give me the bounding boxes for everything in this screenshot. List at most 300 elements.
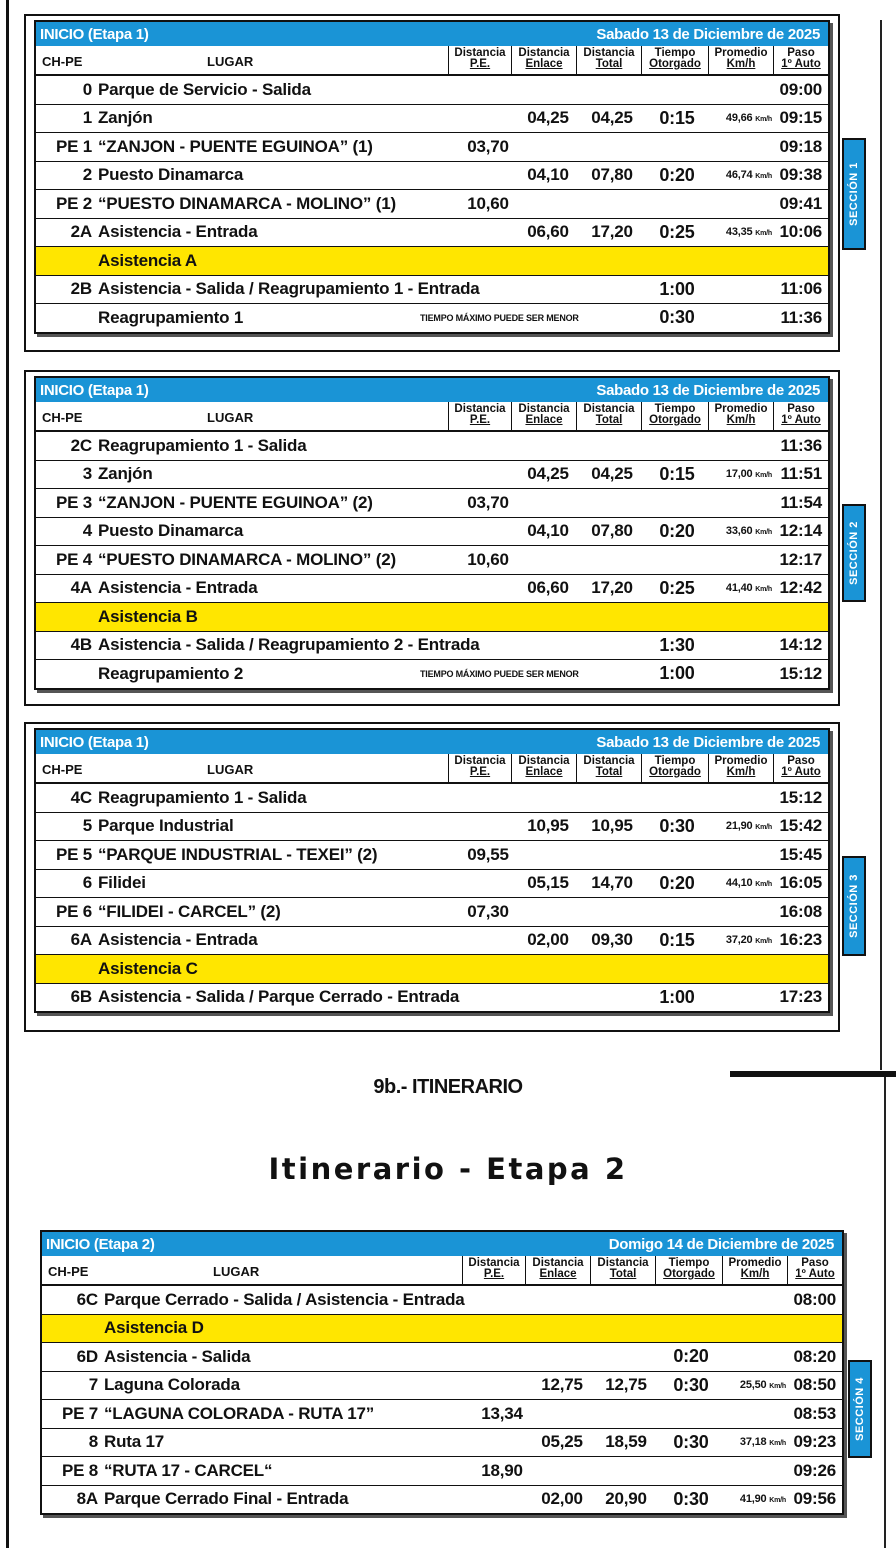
cell-paso: 16:05 xyxy=(779,873,822,893)
col-paso xyxy=(787,1256,842,1284)
cell-code: 4 xyxy=(82,521,92,541)
col-header-line: P.E. xyxy=(469,58,491,70)
header-date: Sabado 13 de Diciembre de 2025 xyxy=(596,25,820,43)
col-header-line: Km/h xyxy=(740,1268,770,1280)
col-header-line: Tiempo xyxy=(654,47,696,59)
itinerary-row xyxy=(36,870,828,899)
col-promedio xyxy=(722,1256,787,1284)
cell-paso: 11:54 xyxy=(780,492,822,512)
table-header xyxy=(36,730,828,754)
cell-promedio: 37,20 Km/h xyxy=(725,934,772,947)
cell-paso: 11:36 xyxy=(780,307,822,327)
cell-promedio: 46,74 Km/h xyxy=(725,169,772,182)
cell-paso: 09:41 xyxy=(779,193,822,213)
cell-note: TIEMPO MÁXIMO PUEDE SER MENOR xyxy=(420,312,579,323)
cell-dist-total: 17,20 xyxy=(591,222,633,242)
col-header-line: Promedio xyxy=(714,755,768,767)
cell-code: PE 4 xyxy=(55,549,92,569)
cell-dist-pe: 09,55 xyxy=(467,844,509,864)
itinerary-row xyxy=(36,133,828,162)
cell-place: “RUTA 17 - CARCEL“ xyxy=(104,1460,273,1480)
cell-tiempo: 0:20 xyxy=(659,872,695,893)
cell-place: “PUESTO DINAMARCA - MOLINO” (2) xyxy=(98,549,396,569)
itinerary-row xyxy=(42,1400,842,1429)
cell-dist-enlace: 04,25 xyxy=(527,464,569,484)
assistance-row xyxy=(36,955,828,984)
section-title: 9b.- ITINERARIO xyxy=(373,1076,523,1098)
cell-code: 6 xyxy=(82,873,92,893)
page-right-edge-lower xyxy=(884,1072,886,1548)
cell-code: 6C xyxy=(76,1289,98,1309)
col-header-line: Distancia xyxy=(454,755,506,767)
itinerary-row xyxy=(36,105,828,134)
cell-paso: 08:20 xyxy=(793,1346,836,1366)
cell-place: Ruta 17 xyxy=(104,1432,165,1452)
cell-dist-enlace: 04,10 xyxy=(527,521,569,541)
col-dist_enl xyxy=(511,402,576,430)
col-promedio xyxy=(708,402,773,430)
cell-code: 4C xyxy=(70,787,92,807)
cell-paso: 09:23 xyxy=(793,1432,836,1452)
cell-place: Reagrupamiento 1 - Salida xyxy=(98,435,307,455)
col-dist_enl xyxy=(525,1256,590,1284)
column-headers xyxy=(36,402,828,432)
cell-dist-enlace: 05,25 xyxy=(541,1432,583,1452)
header-left: INICIO (Etapa 2) xyxy=(46,1235,155,1253)
cell-tiempo: 0:30 xyxy=(659,815,695,836)
header-left: INICIO (Etapa 1) xyxy=(40,25,149,43)
col-header-line: Otorgado xyxy=(649,766,701,778)
cell-place: Asistencia A xyxy=(98,250,198,270)
col-header-line: 1º Auto xyxy=(781,766,821,778)
cell-code: PE 2 xyxy=(55,193,92,213)
cell-dist-enlace: 10,95 xyxy=(527,816,569,836)
col-header-line: 1º Auto xyxy=(781,414,821,426)
assistance-row xyxy=(36,603,828,632)
cell-dist-enlace: 06,60 xyxy=(527,222,569,242)
cell-place: “ZANJON - PUENTE EGUINOA” (1) xyxy=(98,136,373,156)
cell-place: Parque Industrial xyxy=(98,816,234,836)
cell-paso: 17:23 xyxy=(779,987,822,1007)
speed-unit: Km/h xyxy=(755,824,772,832)
cell-dist-enlace: 06,60 xyxy=(527,578,569,598)
cell-tiempo: 0:20 xyxy=(659,520,695,541)
cell-place: “LAGUNA COLORADA - RUTA 17” xyxy=(104,1403,375,1423)
cell-place: “PUESTO DINAMARCA - MOLINO” (1) xyxy=(98,193,396,213)
cell-dist-pe: 07,30 xyxy=(467,901,509,921)
itinerary-row xyxy=(42,1343,842,1372)
col-header-line: Km/h xyxy=(726,414,756,426)
col-header-line: 1º Auto xyxy=(795,1268,835,1280)
cell-paso: 09:56 xyxy=(793,1489,836,1509)
col-header-line: Total xyxy=(595,58,623,70)
cell-code: PE 1 xyxy=(55,136,92,156)
cell-place: Zanjón xyxy=(98,464,153,484)
col-header-line: Distancia xyxy=(532,1257,584,1269)
cell-place: Parque Cerrado Final - Entrada xyxy=(104,1489,349,1509)
cell-dist-pe: 10,60 xyxy=(467,549,509,569)
col-header-line: Distancia xyxy=(454,403,506,415)
speed-unit: Km/h xyxy=(755,586,772,594)
cell-dist-total: 20,90 xyxy=(605,1489,647,1509)
cell-place: Asistencia - Salida xyxy=(104,1346,251,1366)
col-header-line: Otorgado xyxy=(663,1268,715,1280)
cell-paso: 11:36 xyxy=(780,435,822,455)
cell-tiempo: 1:00 xyxy=(659,986,695,1007)
cell-code: 2C xyxy=(70,435,92,455)
itinerary-table xyxy=(40,1230,844,1515)
cell-paso: 08:50 xyxy=(793,1375,836,1395)
section-tab-label: SECCIÓN 4 xyxy=(854,1377,867,1441)
col-paso xyxy=(773,402,828,430)
cell-tiempo: 0:15 xyxy=(659,107,695,128)
cell-place: Asistencia - Salida / Parque Cerrado - Entrada xyxy=(98,987,460,1007)
cell-paso: 11:06 xyxy=(780,279,822,299)
col-header-line: Distancia xyxy=(583,47,635,59)
section-tab-label: SECCIÓN 2 xyxy=(848,521,861,585)
col-header-line: Km/h xyxy=(726,766,756,778)
itinerary-row xyxy=(36,461,828,490)
itinerary-row xyxy=(36,575,828,604)
cell-paso: 16:23 xyxy=(779,930,822,950)
cell-paso: 11:51 xyxy=(780,464,822,484)
cell-place: Puesto Dinamarca xyxy=(98,165,244,185)
header-date: Sabado 13 de Diciembre de 2025 xyxy=(596,733,820,751)
col-paso xyxy=(773,46,828,74)
cell-paso: 08:00 xyxy=(793,1289,836,1309)
cell-code: 4A xyxy=(70,578,92,598)
cell-place: Reagrupamiento 2 xyxy=(98,663,244,683)
col-tiempo xyxy=(641,46,708,74)
cell-tiempo: 0:25 xyxy=(659,221,695,242)
cell-paso: 08:53 xyxy=(793,1403,836,1423)
cell-tiempo: 1:00 xyxy=(659,663,695,684)
itinerary-table xyxy=(34,728,830,1013)
cell-code: PE 8 xyxy=(61,1460,98,1480)
col-header-line: Promedio xyxy=(714,47,768,59)
cell-tiempo: 0:30 xyxy=(673,1488,709,1509)
cell-code: 2 xyxy=(82,165,92,185)
cell-tiempo: 0:15 xyxy=(659,929,695,950)
cell-paso: 15:12 xyxy=(779,663,822,683)
assistance-row xyxy=(42,1315,842,1344)
itinerary-row xyxy=(36,489,828,518)
cell-code: 2A xyxy=(70,222,92,242)
cell-place: “PARQUE INDUSTRIAL - TEXEI” (2) xyxy=(98,844,378,864)
col-chpe: CH-PE xyxy=(42,410,83,425)
cell-tiempo: 0:30 xyxy=(673,1431,709,1452)
col-header-line: Paso xyxy=(801,1257,829,1269)
cell-dist-enlace: 04,10 xyxy=(527,165,569,185)
col-header-line: Total xyxy=(609,1268,637,1280)
cell-paso: 12:42 xyxy=(779,578,822,598)
itinerary-row xyxy=(42,1429,842,1458)
col-dist_tot xyxy=(576,754,641,782)
col-lugar: LUGAR xyxy=(207,54,254,69)
cell-paso: 15:42 xyxy=(779,816,822,836)
speed-unit: Km/h xyxy=(755,881,772,889)
cell-paso: 15:12 xyxy=(779,787,822,807)
cell-code: 3 xyxy=(82,464,92,484)
col-header-line: Distancia xyxy=(518,403,570,415)
itinerary-table xyxy=(34,20,830,334)
cell-tiempo: 0:30 xyxy=(659,307,695,328)
speed-unit: Km/h xyxy=(769,1497,786,1505)
itinerary-row xyxy=(36,660,828,688)
col-header-line: Distancia xyxy=(583,755,635,767)
section-tab-label: SECCIÓN 1 xyxy=(848,162,861,226)
cell-code: 8 xyxy=(88,1432,98,1452)
cell-promedio: 33,60 Km/h xyxy=(725,525,772,538)
col-lugar: LUGAR xyxy=(213,1264,260,1279)
col-header-line: Distancia xyxy=(597,1257,649,1269)
cell-code: 6D xyxy=(76,1346,98,1366)
cell-dist-total: 10,95 xyxy=(591,816,633,836)
col-header-line: Tiempo xyxy=(668,1257,710,1269)
cell-dist-total: 18,59 xyxy=(605,1432,647,1452)
cell-paso: 14:12 xyxy=(779,635,822,655)
section-tab xyxy=(842,856,866,956)
itinerary-row xyxy=(42,1457,842,1486)
cell-place: Asistencia - Entrada xyxy=(98,578,258,598)
cell-dist-total: 07,80 xyxy=(591,521,633,541)
cell-code: 7 xyxy=(88,1375,98,1395)
cell-code: 0 xyxy=(82,79,92,99)
col-dist_pe xyxy=(448,46,511,74)
cell-promedio: 25,50 Km/h xyxy=(739,1379,786,1392)
table-header xyxy=(36,22,828,46)
speed-unit: Km/h xyxy=(755,230,772,238)
col-header-line: Enlace xyxy=(525,414,563,426)
col-dist_pe xyxy=(462,1256,525,1284)
cell-code: 4B xyxy=(70,635,92,655)
cell-code: 6A xyxy=(70,930,92,950)
speed-unit: Km/h xyxy=(755,472,772,480)
cell-paso: 15:45 xyxy=(779,844,822,864)
cell-place: Asistencia - Salida / Reagrupamiento 2 - Entrada xyxy=(98,635,480,655)
itinerary-row xyxy=(36,76,828,105)
cell-place: Parque de Servicio - Salida xyxy=(98,79,311,99)
col-header-line: Enlace xyxy=(525,58,563,70)
itinerary-row xyxy=(36,841,828,870)
itinerary-row xyxy=(36,162,828,191)
itinerary-row xyxy=(36,518,828,547)
col-header-line: 1º Auto xyxy=(781,58,821,70)
cell-dist-pe: 13,34 xyxy=(481,1403,523,1423)
col-dist_tot xyxy=(590,1256,655,1284)
col-dist_pe xyxy=(448,754,511,782)
cell-promedio: 41,40 Km/h xyxy=(725,582,772,595)
cell-place: Filidei xyxy=(98,873,146,893)
col-dist_pe xyxy=(448,402,511,430)
cell-place: Asistencia - Entrada xyxy=(98,222,258,242)
cell-place: Laguna Colorada xyxy=(104,1375,240,1395)
cell-place: Parque Cerrado - Salida / Asistencia - Entrada xyxy=(104,1289,465,1309)
assistance-row xyxy=(36,247,828,276)
cell-code: 6B xyxy=(70,987,92,1007)
page-left-edge xyxy=(6,0,9,1548)
itinerary-row xyxy=(36,432,828,461)
cell-promedio: 17,00 Km/h xyxy=(725,468,772,481)
table-header xyxy=(42,1232,842,1256)
col-header-line: Paso xyxy=(787,755,815,767)
col-tiempo xyxy=(641,402,708,430)
speed-unit: Km/h xyxy=(769,1440,786,1448)
cell-paso: 09:15 xyxy=(779,108,822,128)
column-headers xyxy=(36,46,828,76)
column-headers xyxy=(42,1256,842,1286)
cell-dist-total: 07,80 xyxy=(591,165,633,185)
itinerary-table xyxy=(34,376,830,690)
col-dist_tot xyxy=(576,46,641,74)
col-header-line: P.E. xyxy=(469,414,491,426)
cell-paso: 09:18 xyxy=(779,136,822,156)
col-header-line: Paso xyxy=(787,403,815,415)
col-header-line: Otorgado xyxy=(649,414,701,426)
cell-dist-total: 14,70 xyxy=(591,873,633,893)
cell-paso: 09:00 xyxy=(779,79,822,99)
table-header xyxy=(36,378,828,402)
cell-place: Asistencia - Salida / Reagrupamiento 1 - Entrada xyxy=(98,279,480,299)
speed-unit: Km/h xyxy=(755,938,772,946)
speed-unit: Km/h xyxy=(755,116,772,124)
cell-code: PE 3 xyxy=(55,492,92,512)
col-chpe: CH-PE xyxy=(42,762,83,777)
col-header-line: Enlace xyxy=(525,766,563,778)
cell-code: 5 xyxy=(82,816,92,836)
col-chpe: CH-PE xyxy=(42,54,83,69)
cell-place: Reagrupamiento 1 xyxy=(98,307,244,327)
col-promedio xyxy=(708,46,773,74)
col-dist_tot xyxy=(576,402,641,430)
itinerary-row xyxy=(42,1486,842,1514)
col-header-line: Distancia xyxy=(518,755,570,767)
cell-promedio: 44,10 Km/h xyxy=(725,877,772,890)
section-tab xyxy=(842,138,866,250)
itinerary-row xyxy=(36,190,828,219)
col-header-line: Distancia xyxy=(454,47,506,59)
stage2-title: Itinerario - Etapa 2 xyxy=(268,1152,628,1186)
cell-note: TIEMPO MÁXIMO PUEDE SER MENOR xyxy=(420,668,579,679)
col-promedio xyxy=(708,754,773,782)
cell-paso: 10:06 xyxy=(779,222,822,242)
speed-unit: Km/h xyxy=(755,529,772,537)
cell-dist-enlace: 05,15 xyxy=(527,873,569,893)
itinerary-row xyxy=(36,276,828,305)
col-header-line: Km/h xyxy=(726,58,756,70)
cell-place: Asistencia - Entrada xyxy=(98,930,258,950)
col-header-line: P.E. xyxy=(483,1268,505,1280)
cell-dist-total: 04,25 xyxy=(591,108,633,128)
cell-place: Reagrupamiento 1 - Salida xyxy=(98,787,307,807)
col-header-line: Paso xyxy=(787,47,815,59)
cell-paso: 16:08 xyxy=(779,901,822,921)
col-header-line: Promedio xyxy=(714,403,768,415)
page-right-edge xyxy=(880,20,882,1070)
cell-dist-pe: 10,60 xyxy=(467,193,509,213)
cell-code: 1 xyxy=(82,108,92,128)
col-lugar: LUGAR xyxy=(207,762,254,777)
itinerary-row xyxy=(36,927,828,956)
cell-paso: 09:26 xyxy=(793,1460,836,1480)
itinerary-row xyxy=(36,813,828,842)
cell-promedio: 37,18 Km/h xyxy=(739,1436,786,1449)
speed-unit: Km/h xyxy=(769,1383,786,1391)
itinerary-row xyxy=(42,1372,842,1401)
cell-dist-pe: 03,70 xyxy=(467,492,509,512)
header-date: Domigo 14 de Diciembre de 2025 xyxy=(608,1235,834,1253)
cell-place: “FILIDEI - CARCEL” (2) xyxy=(98,901,281,921)
col-header-line: Otorgado xyxy=(649,58,701,70)
cell-code: PE 6 xyxy=(55,901,92,921)
itinerary-row xyxy=(36,304,828,332)
cell-promedio: 41,90 Km/h xyxy=(739,1493,786,1506)
cell-paso: 12:17 xyxy=(779,549,822,569)
col-dist_enl xyxy=(511,754,576,782)
cell-paso: 09:38 xyxy=(779,165,822,185)
cell-tiempo: 0:20 xyxy=(659,164,695,185)
col-chpe: CH-PE xyxy=(48,1264,89,1279)
cell-place: Asistencia B xyxy=(98,606,198,626)
cell-dist-enlace: 02,00 xyxy=(541,1489,583,1509)
cell-tiempo: 1:00 xyxy=(659,278,695,299)
col-header-line: Distancia xyxy=(583,403,635,415)
col-header-line: Distancia xyxy=(518,47,570,59)
cell-place: Asistencia D xyxy=(104,1318,204,1338)
itinerary-row xyxy=(36,632,828,661)
cell-dist-enlace: 04,25 xyxy=(527,108,569,128)
itinerary-row xyxy=(36,898,828,927)
cell-code: PE 7 xyxy=(61,1403,98,1423)
itinerary-row xyxy=(36,984,828,1012)
col-header-line: Enlace xyxy=(539,1268,577,1280)
col-tiempo xyxy=(655,1256,722,1284)
cell-dist-pe: 03,70 xyxy=(467,136,509,156)
header-left: INICIO (Etapa 1) xyxy=(40,381,149,399)
cell-tiempo: 0:20 xyxy=(673,1346,709,1367)
header-left: INICIO (Etapa 1) xyxy=(40,733,149,751)
cell-promedio: 49,66 Km/h xyxy=(725,112,772,125)
itinerary-row xyxy=(36,546,828,575)
cell-dist-total: 09,30 xyxy=(591,930,633,950)
cell-dist-total: 17,20 xyxy=(591,578,633,598)
cell-tiempo: 0:15 xyxy=(659,463,695,484)
cell-place: Asistencia C xyxy=(98,958,198,978)
cell-promedio: 21,90 Km/h xyxy=(725,820,772,833)
col-dist_enl xyxy=(511,46,576,74)
cell-place: Zanjón xyxy=(98,108,153,128)
itinerary-row xyxy=(42,1286,842,1315)
col-paso xyxy=(773,754,828,782)
section-tab-label: SECCIÓN 3 xyxy=(848,874,861,938)
col-header-line: Total xyxy=(595,414,623,426)
section-tab xyxy=(848,1360,872,1458)
cell-code: 2B xyxy=(70,279,92,299)
col-header-line: P.E. xyxy=(469,766,491,778)
cell-dist-enlace: 12,75 xyxy=(541,1375,583,1395)
cell-dist-pe: 18,90 xyxy=(481,1460,523,1480)
col-tiempo xyxy=(641,754,708,782)
cell-dist-enlace: 02,00 xyxy=(527,930,569,950)
cell-code: 8A xyxy=(76,1489,98,1509)
col-header-line: Total xyxy=(595,766,623,778)
cell-place: “ZANJON - PUENTE EGUINOA” (2) xyxy=(98,492,373,512)
cell-tiempo: 0:25 xyxy=(659,577,695,598)
cell-tiempo: 1:30 xyxy=(659,634,695,655)
speed-unit: Km/h xyxy=(755,173,772,181)
itinerary-row xyxy=(36,219,828,248)
col-header-line: Tiempo xyxy=(654,403,696,415)
